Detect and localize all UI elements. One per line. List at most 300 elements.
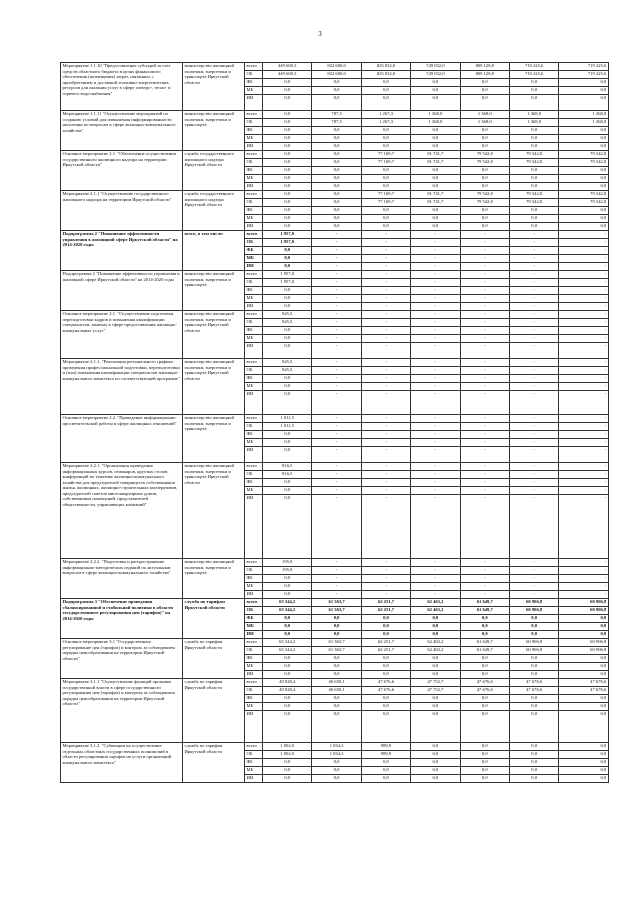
funding-source-cell: МБ bbox=[245, 383, 263, 391]
funding-source-cell: всего bbox=[245, 415, 263, 423]
value-cell: 47 676,6 bbox=[361, 687, 410, 695]
value-cell: 0,0 bbox=[361, 135, 410, 143]
value-cell: 0,0 bbox=[361, 79, 410, 87]
budget-table-body bbox=[61, 63, 609, 783]
value-cell: 0,0 bbox=[559, 143, 608, 151]
value-cell: 0,0 bbox=[411, 775, 460, 783]
value-cell: - bbox=[509, 423, 558, 431]
value-cell: 0,0 bbox=[312, 135, 361, 143]
value-cell: 0,0 bbox=[361, 615, 410, 623]
value-cell: 195,0 bbox=[263, 567, 312, 575]
funding-source-cell: МБ bbox=[245, 175, 263, 183]
value-cell: 79 542,8 bbox=[460, 199, 509, 207]
value-cell: 0,0 bbox=[559, 183, 608, 191]
value-cell: 0,0 bbox=[263, 591, 312, 599]
funding-source-cell: ОБ bbox=[245, 71, 263, 79]
value-cell: - bbox=[361, 255, 410, 263]
value-cell: 0,0 bbox=[559, 95, 608, 111]
value-cell: 0,0 bbox=[509, 127, 558, 135]
value-cell: 1 368,0 bbox=[460, 111, 509, 119]
value-cell: 0,0 bbox=[263, 127, 312, 135]
value-cell: - bbox=[312, 311, 361, 319]
value-cell: 0,0 bbox=[411, 183, 460, 191]
value-cell: 0,0 bbox=[312, 183, 361, 191]
value-cell: 1 957,0 bbox=[263, 231, 312, 239]
measure-name-cell: Мероприятие 1.1.10 "Предоставление субсидий за счет средств областного бюджета в целях финансового обеспечения (возмещения) затрат, связанных с приобретением и доставкой топливно-энергетических ресурсов для оказания услуг в сфере электро-, тепло- и горячего водоснабжения" bbox=[61, 63, 183, 111]
funding-source-cell: ФБ bbox=[245, 615, 263, 623]
value-cell: 0,0 bbox=[460, 135, 509, 143]
value-cell: 0,0 bbox=[263, 439, 312, 447]
funding-source-cell: ОБ bbox=[245, 567, 263, 575]
value-cell: - bbox=[460, 247, 509, 255]
measure-name-cell: Подпрограмма 2 "Повышение эффективности управления в жилищной сфере Иркутской области" на 2014-2020 годы bbox=[61, 231, 183, 271]
value-cell: - bbox=[559, 287, 608, 295]
value-cell: 0,0 bbox=[509, 223, 558, 231]
value-cell: 749 032,0 bbox=[411, 71, 460, 79]
value-cell: - bbox=[361, 287, 410, 295]
value-cell: 47 676,6 bbox=[559, 687, 608, 695]
value-cell: 0,0 bbox=[460, 759, 509, 767]
value-cell: - bbox=[411, 303, 460, 311]
value-cell: - bbox=[509, 415, 558, 423]
value-cell: 47 676,6 bbox=[559, 679, 608, 687]
value-cell: 0,0 bbox=[361, 623, 410, 631]
value-cell: 0,0 bbox=[411, 743, 460, 751]
funding-source-cell: МБ bbox=[245, 135, 263, 143]
value-cell: 989,9 bbox=[361, 743, 410, 751]
value-cell: 0,0 bbox=[460, 87, 509, 95]
funding-source-cell: ОБ bbox=[245, 367, 263, 375]
value-cell: 0,0 bbox=[411, 751, 460, 759]
value-cell: 81 741,7 bbox=[411, 159, 460, 167]
value-cell: 0,0 bbox=[361, 767, 410, 775]
value-cell: 77 169,7 bbox=[361, 159, 410, 167]
value-cell: 61 363,7 bbox=[312, 599, 361, 607]
executor-cell: служба по тарифам Иркутской области bbox=[183, 679, 245, 743]
value-cell: 61 649,7 bbox=[460, 639, 509, 647]
value-cell: 0,0 bbox=[312, 87, 361, 95]
value-cell: - bbox=[312, 471, 361, 479]
value-cell: - bbox=[411, 375, 460, 383]
value-cell: 0,0 bbox=[361, 663, 410, 671]
value-cell: 449 600,3 bbox=[263, 63, 312, 71]
value-cell: - bbox=[411, 415, 460, 423]
value-cell: 0,0 bbox=[263, 327, 312, 335]
value-cell: - bbox=[559, 439, 608, 447]
value-cell: 0,0 bbox=[312, 79, 361, 87]
value-cell: 0,0 bbox=[411, 655, 460, 663]
value-cell: 0,0 bbox=[312, 623, 361, 631]
value-cell: - bbox=[460, 479, 509, 487]
value-cell: 0,0 bbox=[411, 87, 460, 95]
value-cell: - bbox=[559, 303, 608, 311]
value-cell: 0,0 bbox=[263, 703, 312, 711]
value-cell: - bbox=[509, 327, 558, 335]
measure-name-cell: Мероприятие 2.2.2. "Подготовка и распространение информационно-методических изданий по актуальным вопросам в сфере жилищно-коммунального хозяйства" bbox=[61, 559, 183, 599]
value-cell: 0,0 bbox=[312, 711, 361, 743]
value-cell: - bbox=[411, 447, 460, 463]
value-cell: 816,5 bbox=[263, 463, 312, 471]
value-cell: 0,0 bbox=[460, 631, 509, 639]
value-cell: 825 032,0 bbox=[361, 63, 410, 71]
funding-source-cell: МБ bbox=[245, 487, 263, 495]
value-cell: 0,0 bbox=[312, 127, 361, 135]
value-cell: - bbox=[312, 295, 361, 303]
funding-source-cell: ОБ bbox=[245, 751, 263, 759]
measure-name-cell: Мероприятие 2.1.1. "Реализация регионального графика проведения профессиональной подготовки, переподготовки и (или) повышения квалификации специалистов жилищно-коммунального комплекса по соответствующей программе" bbox=[61, 359, 183, 415]
value-cell: 0,0 bbox=[411, 127, 460, 135]
value-cell: - bbox=[312, 343, 361, 359]
value-cell: - bbox=[509, 447, 558, 463]
value-cell: 1 368,0 bbox=[509, 111, 558, 119]
funding-source-cell: ФБ bbox=[245, 759, 263, 767]
value-cell: 0,0 bbox=[312, 695, 361, 703]
value-cell: 0,0 bbox=[312, 207, 361, 215]
executor-cell: министерство жилищной политики, энергетики и транспорта bbox=[183, 415, 245, 463]
value-cell: 0,0 bbox=[361, 655, 410, 663]
value-cell: 0,0 bbox=[559, 87, 608, 95]
value-cell: 0,0 bbox=[263, 775, 312, 783]
value-cell: 0,0 bbox=[263, 383, 312, 391]
value-cell: 0,0 bbox=[559, 207, 608, 215]
value-cell: - bbox=[509, 479, 558, 487]
value-cell: - bbox=[460, 583, 509, 591]
value-cell: - bbox=[361, 439, 410, 447]
value-cell: - bbox=[312, 559, 361, 567]
value-cell: 60 906,8 bbox=[509, 599, 558, 607]
executor-cell: служба государственного жилищного надзора Иркутской области bbox=[183, 191, 245, 231]
value-cell: - bbox=[509, 231, 558, 239]
funding-source-cell: всего bbox=[245, 271, 263, 279]
executor-cell: служба по тарифам Иркутской области bbox=[183, 639, 245, 679]
value-cell: 77 169,7 bbox=[361, 151, 410, 159]
value-cell: 62 251,7 bbox=[361, 599, 410, 607]
value-cell: 0,0 bbox=[509, 703, 558, 711]
value-cell: - bbox=[559, 263, 608, 271]
value-cell: - bbox=[361, 575, 410, 583]
funding-source-cell: всего bbox=[245, 599, 263, 607]
value-cell: 0,0 bbox=[509, 631, 558, 639]
value-cell: - bbox=[361, 327, 410, 335]
value-cell: 0,0 bbox=[361, 87, 410, 95]
value-cell: 0,0 bbox=[559, 615, 608, 623]
value-cell: 0,0 bbox=[263, 767, 312, 775]
value-cell: 0,0 bbox=[263, 207, 312, 215]
funding-source-cell: МБ bbox=[245, 663, 263, 671]
value-cell: 1 368,0 bbox=[559, 119, 608, 127]
value-cell: - bbox=[361, 343, 410, 359]
value-cell: 0,0 bbox=[263, 255, 312, 263]
funding-source-cell: ФБ bbox=[245, 431, 263, 439]
value-cell: 0,0 bbox=[312, 631, 361, 639]
funding-source-cell: МБ bbox=[245, 767, 263, 775]
value-cell: 49 828,4 bbox=[263, 687, 312, 695]
measure-name-cell: Подпрограмма 3 "Обеспечение проведения сбалансированной и стабильной политики в области государственного регулирования цен (тарифов)" на 2014-2020 годы bbox=[61, 599, 183, 639]
value-cell: - bbox=[361, 487, 410, 495]
value-cell: - bbox=[509, 287, 558, 295]
value-cell: 449 600,3 bbox=[263, 71, 312, 79]
value-cell: 0,0 bbox=[509, 143, 558, 151]
value-cell: 0,0 bbox=[411, 695, 460, 703]
value-cell: 0,0 bbox=[263, 655, 312, 663]
executor-cell: министерство жилищной политики, энергетики и транспорта Иркутской области bbox=[183, 311, 245, 359]
value-cell: - bbox=[460, 367, 509, 375]
value-cell: 1 034,3 bbox=[312, 743, 361, 751]
value-cell: - bbox=[361, 303, 410, 311]
value-cell: 0,0 bbox=[312, 95, 361, 111]
funding-source-cell: ИИ bbox=[245, 303, 263, 311]
value-cell: 0,0 bbox=[263, 431, 312, 439]
executor-cell: всего, в том числе: bbox=[183, 231, 245, 271]
value-cell: 1 002,0 bbox=[263, 743, 312, 751]
value-cell: 47 676,6 bbox=[509, 687, 558, 695]
value-cell: 816,5 bbox=[263, 471, 312, 479]
value-cell: 1 368,0 bbox=[460, 119, 509, 127]
value-cell: 0,0 bbox=[411, 79, 460, 87]
value-cell: - bbox=[509, 319, 558, 327]
table-row bbox=[61, 231, 609, 239]
value-cell: 0,0 bbox=[509, 79, 558, 87]
value-cell: - bbox=[559, 311, 608, 319]
measure-name-cell: Мероприятие 3.1.2. "Субвенции на осуществление отдельных областных государственных полномочий в области регулирования тарифов на услуги организаций коммунального комплекса" bbox=[61, 743, 183, 783]
funding-source-cell: ОБ bbox=[245, 607, 263, 615]
funding-source-cell: ИИ bbox=[245, 631, 263, 639]
funding-source-cell: ФБ bbox=[245, 655, 263, 663]
value-cell: - bbox=[559, 495, 608, 559]
value-cell: 0,0 bbox=[312, 223, 361, 231]
value-cell: - bbox=[411, 383, 460, 391]
funding-source-cell: ИИ bbox=[245, 223, 263, 231]
value-cell: - bbox=[559, 415, 608, 423]
value-cell: - bbox=[460, 591, 509, 599]
value-cell: 61 363,7 bbox=[312, 639, 361, 647]
funding-source-cell: ИИ bbox=[245, 591, 263, 599]
value-cell: - bbox=[460, 287, 509, 295]
value-cell: 61 363,7 bbox=[312, 607, 361, 615]
value-cell: 0,0 bbox=[263, 167, 312, 175]
value-cell: - bbox=[411, 263, 460, 271]
value-cell: 62 463,2 bbox=[411, 647, 460, 655]
value-cell: 46 650,1 bbox=[312, 687, 361, 695]
value-cell: - bbox=[559, 567, 608, 575]
measure-name-cell: Мероприятие 3.1.1 "Осуществление функций органами государственной власти в сфере государственного регулирования цен (тарифов) и контроля за соблюдением порядка ценообразования на территории Иркутской области" bbox=[61, 679, 183, 743]
value-cell: 81 741,7 bbox=[411, 151, 460, 159]
value-cell: 0,0 bbox=[509, 615, 558, 623]
value-cell: - bbox=[312, 247, 361, 255]
funding-source-cell: ИИ bbox=[245, 391, 263, 415]
value-cell: 0,0 bbox=[509, 207, 558, 215]
value-cell: - bbox=[361, 279, 410, 287]
table-row bbox=[61, 63, 609, 71]
value-cell: - bbox=[361, 559, 410, 567]
value-cell: 0,0 bbox=[263, 615, 312, 623]
value-cell: 0,0 bbox=[263, 223, 312, 231]
value-cell: 65 344,2 bbox=[263, 639, 312, 647]
value-cell: - bbox=[312, 335, 361, 343]
value-cell: 1 267,3 bbox=[361, 111, 410, 119]
table-row bbox=[61, 311, 609, 319]
value-cell: 0,0 bbox=[263, 711, 312, 743]
funding-source-cell: всего bbox=[245, 151, 263, 159]
value-cell: - bbox=[559, 575, 608, 583]
value-cell: 62 251,7 bbox=[361, 647, 410, 655]
value-cell: 1 267,3 bbox=[361, 119, 410, 127]
value-cell: 945,5 bbox=[263, 311, 312, 319]
value-cell: - bbox=[509, 591, 558, 599]
value-cell: 0,0 bbox=[361, 759, 410, 767]
value-cell: 0,0 bbox=[509, 775, 558, 783]
value-cell: 0,0 bbox=[361, 207, 410, 215]
value-cell: - bbox=[559, 335, 608, 343]
value-cell: 0,0 bbox=[509, 183, 558, 191]
value-cell: 0,0 bbox=[460, 623, 509, 631]
funding-source-cell: всего bbox=[245, 743, 263, 751]
value-cell: - bbox=[460, 439, 509, 447]
value-cell: 0,0 bbox=[361, 127, 410, 135]
value-cell: 0,0 bbox=[411, 207, 460, 215]
value-cell: 0,0 bbox=[312, 215, 361, 223]
value-cell: - bbox=[411, 255, 460, 263]
value-cell: 47 752,7 bbox=[411, 687, 460, 695]
measure-name-cell: Основное мероприятие 3.1 "Государственное регулирование цен (тарифов) и контроль за соблюдением порядка ценообразования на территории Иркутской области" bbox=[61, 639, 183, 679]
value-cell: - bbox=[509, 239, 558, 247]
value-cell: - bbox=[509, 263, 558, 271]
funding-source-cell: ИИ bbox=[245, 263, 263, 271]
value-cell: - bbox=[559, 255, 608, 263]
value-cell: 62 463,2 bbox=[411, 607, 460, 615]
value-cell: - bbox=[460, 375, 509, 383]
value-cell: - bbox=[411, 567, 460, 575]
funding-source-cell: ФБ bbox=[245, 167, 263, 175]
value-cell: - bbox=[411, 239, 460, 247]
value-cell: - bbox=[460, 231, 509, 239]
value-cell: - bbox=[361, 567, 410, 575]
value-cell: 62 251,7 bbox=[361, 607, 410, 615]
table-row bbox=[61, 359, 609, 367]
value-cell: 79 542,8 bbox=[460, 151, 509, 159]
value-cell: 0,0 bbox=[361, 631, 410, 639]
value-cell: 945,5 bbox=[263, 359, 312, 367]
value-cell: - bbox=[411, 431, 460, 439]
value-cell: 79 542,8 bbox=[559, 199, 608, 207]
value-cell: 47 676,6 bbox=[509, 679, 558, 687]
value-cell: - bbox=[361, 423, 410, 431]
funding-source-cell: МБ bbox=[245, 335, 263, 343]
value-cell: 0,0 bbox=[411, 167, 460, 175]
value-cell: 0,0 bbox=[312, 655, 361, 663]
funding-source-cell: ФБ bbox=[245, 79, 263, 87]
value-cell: 0,0 bbox=[263, 671, 312, 679]
value-cell: - bbox=[361, 431, 410, 439]
value-cell: 61 649,7 bbox=[460, 647, 509, 655]
value-cell: 0,0 bbox=[559, 631, 608, 639]
value-cell: 60 906,8 bbox=[509, 607, 558, 615]
value-cell: - bbox=[411, 487, 460, 495]
table-row bbox=[61, 191, 609, 199]
value-cell: - bbox=[361, 583, 410, 591]
value-cell: - bbox=[559, 391, 608, 415]
value-cell: - bbox=[559, 319, 608, 327]
table-row bbox=[61, 463, 609, 471]
value-cell: 79 542,8 bbox=[509, 151, 558, 159]
value-cell: 0,0 bbox=[263, 175, 312, 183]
value-cell: 0,0 bbox=[361, 671, 410, 679]
funding-source-cell: ОБ bbox=[245, 199, 263, 207]
funding-source-cell: ИИ bbox=[245, 495, 263, 559]
value-cell: 0,0 bbox=[460, 767, 509, 775]
value-cell: 0,0 bbox=[263, 151, 312, 159]
value-cell: 0,0 bbox=[263, 375, 312, 383]
value-cell: 0,0 bbox=[559, 671, 608, 679]
value-cell: 0,0 bbox=[509, 751, 558, 759]
value-cell: 0,0 bbox=[263, 663, 312, 671]
table-row bbox=[61, 151, 609, 159]
value-cell: 0,0 bbox=[263, 623, 312, 631]
table-row bbox=[61, 111, 609, 119]
value-cell: - bbox=[361, 375, 410, 383]
value-cell: 62 463,2 bbox=[411, 639, 460, 647]
value-cell: 0,0 bbox=[411, 767, 460, 775]
value-cell: 1 368,0 bbox=[411, 119, 460, 127]
value-cell: 0,0 bbox=[263, 335, 312, 343]
executor-cell: министерство жилищной политики, энергетики и транспорта Иркутской области bbox=[183, 63, 245, 111]
value-cell: - bbox=[312, 439, 361, 447]
value-cell: 0,0 bbox=[263, 487, 312, 495]
value-cell: - bbox=[559, 447, 608, 463]
value-cell: - bbox=[460, 335, 509, 343]
value-cell: - bbox=[411, 271, 460, 279]
value-cell: 60 906,8 bbox=[509, 647, 558, 655]
funding-source-cell: ФБ bbox=[245, 287, 263, 295]
value-cell: 0,0 bbox=[460, 215, 509, 223]
measure-name-cell: Основное мероприятие 2.1. "Обеспечение осуществления государственного жилищного надзора на территории Иркутской области" bbox=[61, 151, 183, 191]
value-cell: 0,0 bbox=[361, 95, 410, 111]
value-cell: - bbox=[509, 567, 558, 575]
value-cell: 0,0 bbox=[460, 127, 509, 135]
value-cell: 0,0 bbox=[559, 767, 608, 775]
value-cell: 0,0 bbox=[312, 703, 361, 711]
value-cell: 0,0 bbox=[411, 711, 460, 743]
value-cell: - bbox=[312, 287, 361, 295]
value-cell: 0,0 bbox=[263, 191, 312, 199]
value-cell: - bbox=[559, 327, 608, 335]
value-cell: - bbox=[361, 383, 410, 391]
value-cell: - bbox=[411, 463, 460, 471]
value-cell: 0,0 bbox=[559, 663, 608, 671]
value-cell: 0,0 bbox=[312, 199, 361, 207]
value-cell: 0,0 bbox=[559, 743, 608, 751]
executor-cell: министерство жилищной политики, энергетики и транспорта Иркутской области bbox=[183, 359, 245, 415]
value-cell: - bbox=[312, 487, 361, 495]
value-cell: 0,0 bbox=[509, 655, 558, 663]
value-cell: 0,0 bbox=[411, 135, 460, 143]
value-cell: - bbox=[460, 559, 509, 567]
value-cell: - bbox=[559, 559, 608, 567]
value-cell: - bbox=[411, 575, 460, 583]
value-cell: - bbox=[411, 471, 460, 479]
value-cell: - bbox=[509, 279, 558, 287]
value-cell: - bbox=[312, 423, 361, 431]
value-cell: - bbox=[361, 295, 410, 303]
value-cell: 0,0 bbox=[460, 695, 509, 703]
value-cell: - bbox=[312, 263, 361, 271]
value-cell: - bbox=[460, 311, 509, 319]
value-cell: - bbox=[411, 335, 460, 343]
value-cell: 0,0 bbox=[460, 183, 509, 191]
value-cell: 0,0 bbox=[509, 743, 558, 751]
funding-source-cell: ОБ bbox=[245, 239, 263, 247]
executor-cell: служба по тарифам Иркутской области bbox=[183, 743, 245, 783]
